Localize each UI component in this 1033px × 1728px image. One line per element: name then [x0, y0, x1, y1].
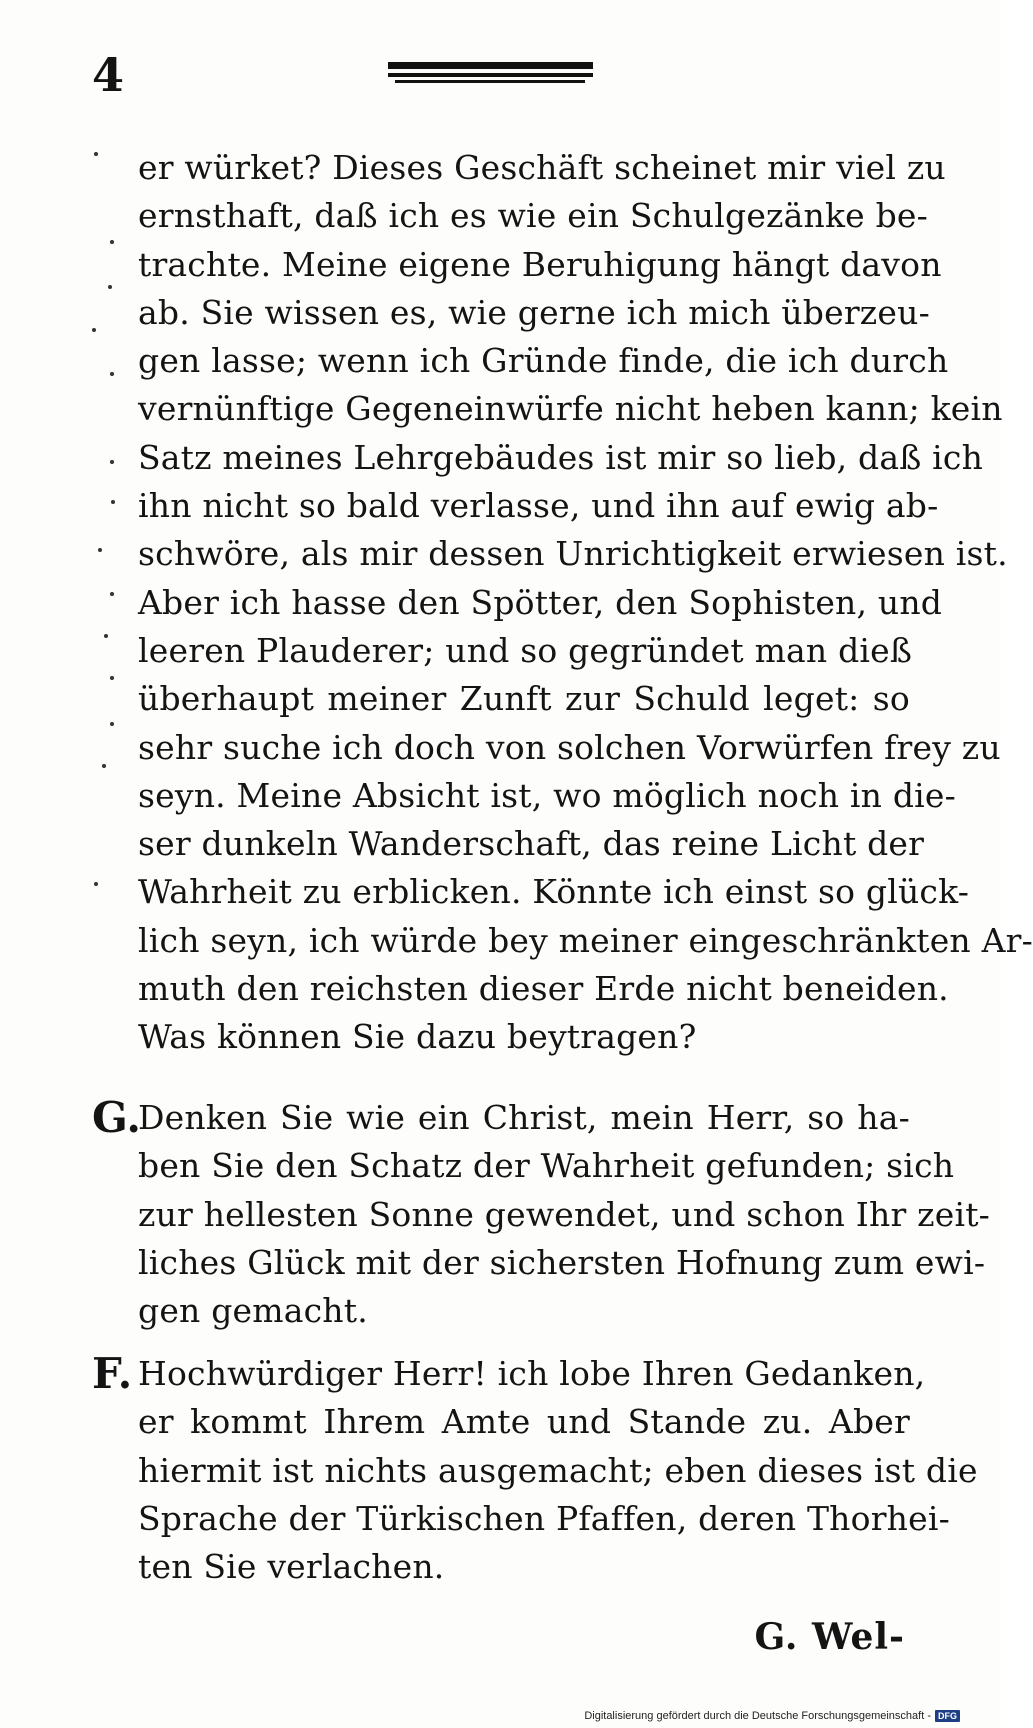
paragraph-1: [138, 144, 1033, 1062]
header-rule: [388, 62, 593, 69]
text-line: schwöre, als mir dessen Unrichtigkeit erwiesen ist.: [138, 534, 1008, 574]
text-line: ab. Sie wissen es, wie gerne ich mich überzeu-: [138, 292, 930, 332]
text-line: liches Glück mit der sichersten Hofnung zum ewi-: [138, 1242, 986, 1282]
text-line: er würket? Dieses Geschäft scheinet mir viel zu: [138, 148, 946, 187]
text-line: lich seyn, ich würde bey meiner eingeschränkten Ar-: [138, 920, 1033, 960]
text-line: gen gemacht.: [138, 1291, 368, 1331]
text-line: vernünftige Gegeneinwürfe nicht heben kann; kein: [138, 389, 1003, 429]
margin-specks: [90, 150, 120, 1050]
text-line: ben Sie den Schatz der Wahrheit gefunden; sich: [138, 1146, 955, 1186]
text-line: trachte. Meine eigene Beruhigung hängt davon: [138, 244, 942, 284]
text-line: Denken Sie wie ein Christ, mein Herr, so ha-: [138, 1098, 910, 1137]
text-line: leeren Plauderer; und so gegründet man dieß: [138, 630, 913, 670]
dfg-logo: DFG: [935, 1710, 960, 1722]
text-line: Sprache der Türkischen Pfaffen, deren Thorhei-: [138, 1498, 950, 1538]
paragraph-2: [138, 1094, 991, 1335]
text-line: er kommt Ihrem Amte und Stande zu. Aber: [138, 1402, 910, 1442]
text-line: seyn. Meine Absicht ist, wo möglich noch in die-: [138, 775, 956, 815]
text-line: ten Sie verlachen.: [138, 1547, 445, 1587]
text-line: hiermit ist nichts ausgemacht; eben dieses ist die: [138, 1450, 978, 1490]
header-rule: [388, 73, 593, 77]
page-number: 4: [92, 48, 125, 102]
header-rule: [395, 80, 585, 83]
speaker-label: G.: [92, 1093, 141, 1142]
digitization-footer: [584, 1710, 960, 1722]
text-line: zur hellesten Sonne gewendet, und schon Ihr zeit-: [138, 1194, 991, 1234]
text-line: ernsthaft, daß ich es wie ein Schulgezänke be-: [138, 196, 928, 236]
speaker-label: F.: [92, 1349, 133, 1398]
text-line: muth den reichsten dieser Erde nicht beneiden.: [138, 969, 949, 1009]
text-line: überhaupt meiner Zunft zur Schuld leget: so: [138, 679, 910, 719]
text-line: Aber ich hasse den Spötter, den Sophisten, und: [138, 582, 943, 622]
text-line: ser dunkeln Wanderschaft, das reine Licht der: [138, 824, 925, 864]
catchword: G. Wel-: [754, 1616, 905, 1658]
text-line: sehr suche ich doch von solchen Vorwürfen frey zu: [138, 727, 1001, 767]
text-line: Satz meines Lehrgebäudes ist mir so lieb, daß ich: [138, 437, 984, 477]
paragraph-3: [138, 1350, 978, 1591]
text-line: Wahrheit zu erblicken. Könnte ich einst so glück-: [138, 872, 970, 912]
footer-text: Digitalisierung gefördert durch die Deutsche Forschungsgemeinschaft -: [584, 1710, 931, 1722]
text-line: ihn nicht so bald verlasse, und ihn auf ewig ab-: [138, 486, 939, 526]
text-line: Hochwürdiger Herr! ich lobe Ihren Gedanken,: [138, 1354, 926, 1393]
text-line: gen lasse; wenn ich Gründe finde, die ich durch: [138, 341, 949, 381]
text-line: Was können Sie dazu beytragen?: [138, 1017, 697, 1057]
